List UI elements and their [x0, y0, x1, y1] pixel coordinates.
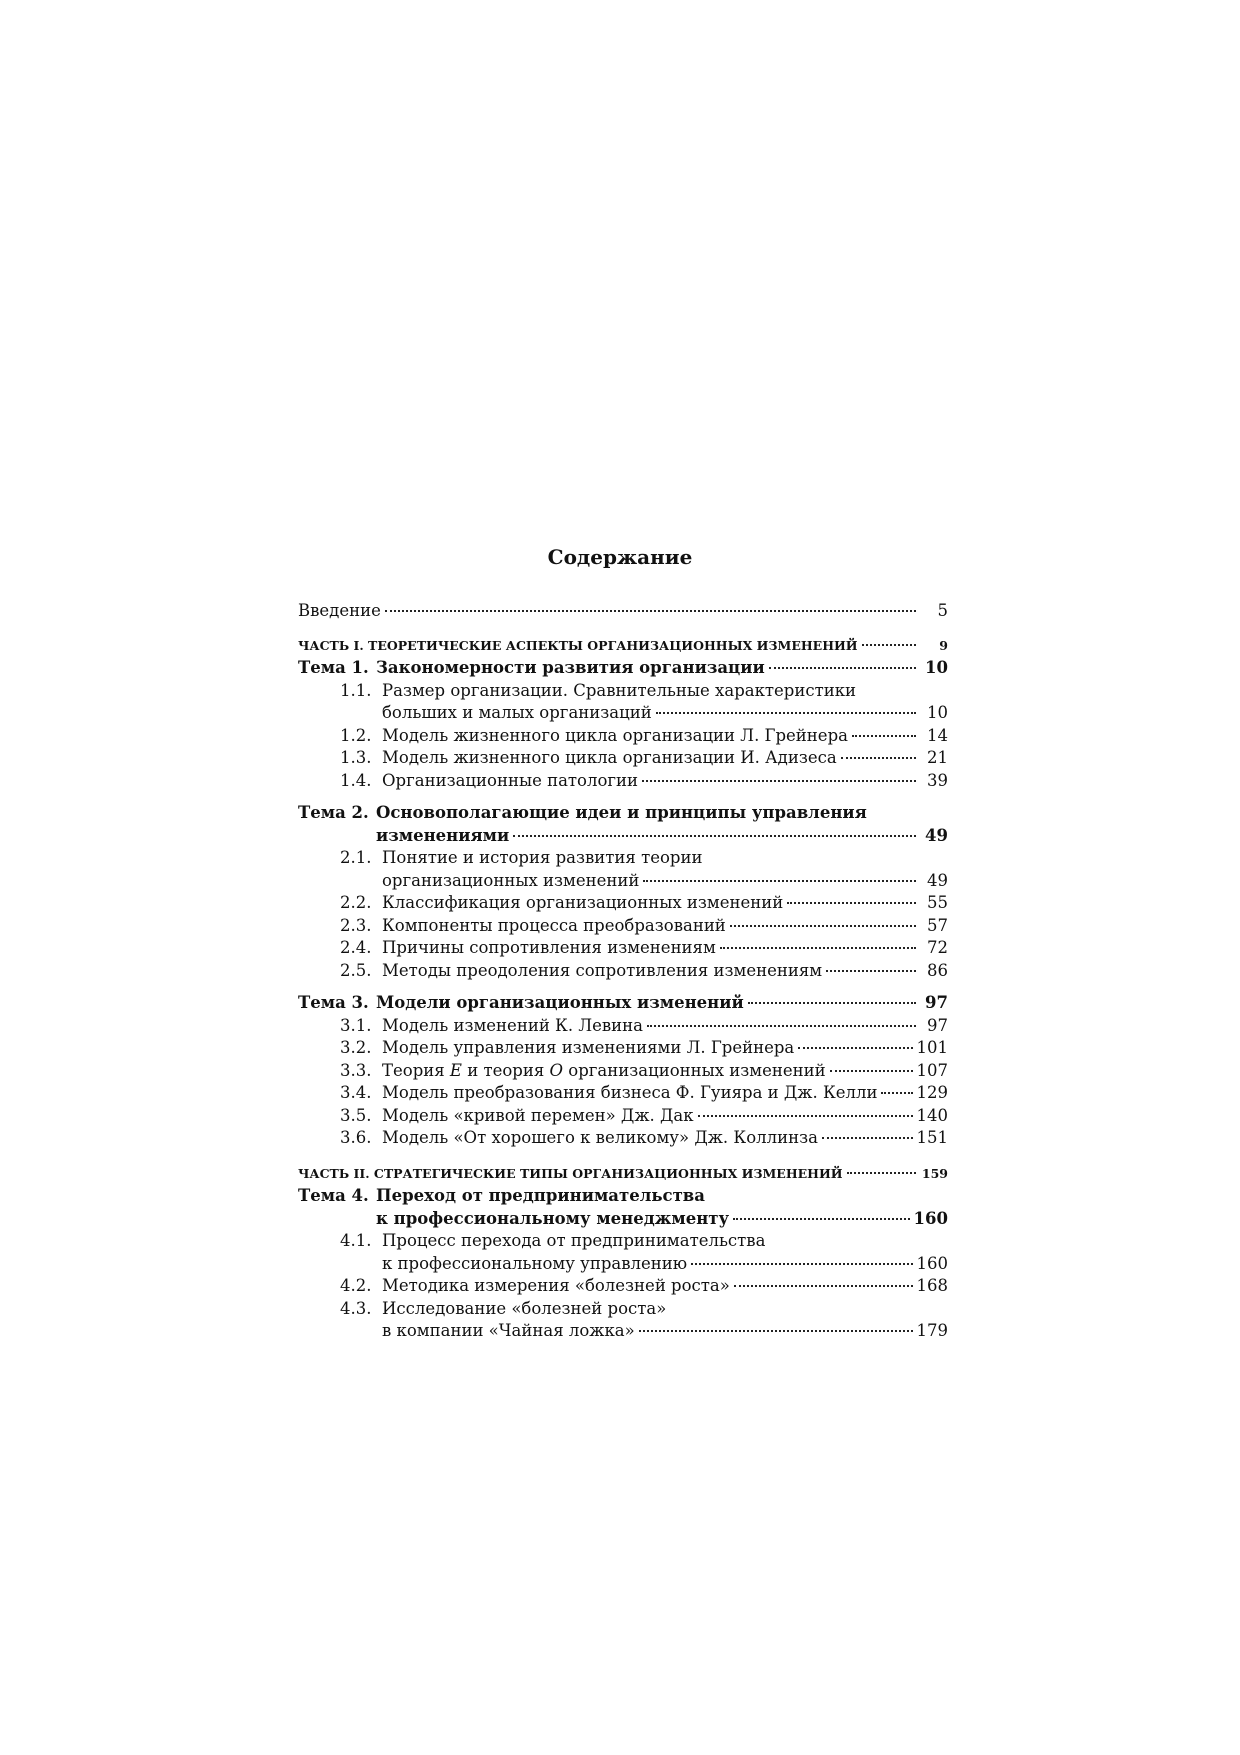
dot-leader: [841, 757, 916, 759]
toc-topic-title: Закономерности развития организации: [376, 658, 765, 677]
toc-item-number: 1.2.: [340, 725, 372, 745]
toc-page-number: 86: [927, 960, 948, 980]
toc-entry-intro[interactable]: [298, 600, 948, 623]
toc-page-number: 57: [927, 915, 948, 935]
toc-item-title: Методика измерения «болезней роста»: [382, 1276, 730, 1295]
dot-leader: [847, 1172, 916, 1174]
toc-item-title: Классификация организационных изменений: [382, 893, 784, 912]
dot-leader: [513, 835, 916, 837]
toc-topic-label: Тема 2.: [298, 803, 369, 822]
toc-page-number: 55: [927, 893, 948, 912]
toc-item-number: 2.1.: [340, 848, 372, 867]
toc-item-title: [382, 1060, 826, 1083]
toc-item-2-4[interactable]: [298, 937, 948, 960]
toc-topic-2-cont[interactable]: [298, 825, 948, 848]
dot-leader: [798, 1047, 912, 1049]
toc-entry-label: Введение: [298, 601, 381, 620]
toc-page-number: 14: [927, 725, 948, 745]
toc-topic-title: изменениями: [376, 825, 510, 845]
dot-leader: [385, 610, 916, 612]
toc-item-3-1[interactable]: [298, 1015, 948, 1038]
toc-item-number: 1.1.: [340, 680, 372, 700]
toc-page-number: 21: [927, 748, 948, 767]
dot-leader: [734, 1285, 913, 1287]
toc-item-number: 3.1.: [340, 1015, 372, 1035]
toc-item-title: к профессиональному управлению: [382, 1253, 688, 1273]
dot-leader: [639, 1330, 913, 1332]
dot-leader: [656, 712, 916, 714]
dot-leader: [881, 1092, 912, 1094]
toc-item-number: 3.6.: [340, 1128, 372, 1147]
dot-leader: [787, 902, 916, 904]
dot-leader: [822, 1137, 913, 1139]
toc-item-number: 4.3.: [340, 1298, 372, 1318]
dot-leader: [852, 735, 916, 737]
toc-item-title-part: организационных изменений: [563, 1060, 826, 1080]
toc-topic-4[interactable]: [298, 1185, 948, 1208]
toc-item-2-1-cont[interactable]: [298, 870, 948, 893]
toc-item-3-4[interactable]: [298, 1082, 948, 1105]
toc-item-number: 2.4.: [340, 938, 372, 957]
toc-item-1-3[interactable]: [298, 747, 948, 770]
toc-item-1-1-cont[interactable]: [298, 702, 948, 725]
toc-item-2-5[interactable]: [298, 960, 948, 983]
toc-item-number: 3.3.: [340, 1060, 372, 1080]
toc-item-3-2[interactable]: [298, 1037, 948, 1060]
toc-part-heading: ЧАСТЬ II. СТРАТЕГИЧЕСКИЕ ТИПЫ ОРГАНИЗАЦИОННЫХ ИЗМЕНЕНИЙ: [298, 1165, 843, 1181]
toc-item-4-1-cont[interactable]: [298, 1253, 948, 1276]
toc-item-title-part: Теория: [382, 1060, 450, 1080]
toc-item-1-2[interactable]: [298, 725, 948, 748]
dot-leader: [862, 644, 916, 646]
dot-leader: [720, 947, 916, 949]
toc-item-title-part: и теория: [461, 1060, 550, 1080]
toc-item-number: 3.4.: [340, 1083, 372, 1102]
toc-item-4-3-cont[interactable]: [298, 1320, 948, 1343]
toc-page-number: 179: [916, 1321, 948, 1340]
toc-item-title: Модель «От хорошего к великому» Дж. Коллинза: [382, 1128, 818, 1147]
toc-item-number: 3.5.: [340, 1105, 372, 1125]
toc-item-2-2[interactable]: [298, 892, 948, 915]
toc-item-3-3[interactable]: [298, 1060, 948, 1083]
toc-item-title: Модель преобразования бизнеса Ф. Гуияра и Дж. Келли: [382, 1083, 878, 1102]
toc-page-number: 168: [916, 1276, 948, 1295]
toc-page-number: 107: [916, 1060, 948, 1080]
toc-item-3-6[interactable]: [298, 1127, 948, 1150]
toc-item-title: Понятие и история развития теории: [382, 848, 703, 867]
toc-item-title: организационных изменений: [382, 870, 640, 890]
toc-page-number: 97: [925, 993, 948, 1012]
toc-item-4-1[interactable]: [298, 1230, 948, 1253]
toc-topic-label: Тема 1.: [298, 658, 369, 677]
dot-leader: [830, 1070, 913, 1072]
toc-item-title: Модель изменений К. Левина: [382, 1015, 643, 1035]
toc-item-title: Модель «кривой перемен» Дж. Дак: [382, 1105, 694, 1125]
theory-e-letter: E: [449, 1060, 462, 1080]
toc-topic-1[interactable]: [298, 657, 948, 680]
toc-topic-label: Тема 4.: [298, 1186, 369, 1205]
toc-page-number: 101: [916, 1038, 948, 1057]
toc-page-number: 140: [916, 1105, 948, 1125]
toc-item-title: Модель управления изменениями Л. Грейнера: [382, 1038, 795, 1057]
toc-topic-title: Переход от предпринимательства: [376, 1186, 705, 1205]
toc-item-2-3[interactable]: [298, 915, 948, 938]
dot-leader: [748, 1002, 916, 1004]
toc-item-title: Процесс перехода от предпринимательства: [382, 1231, 766, 1250]
dot-leader: [642, 780, 916, 782]
theory-o-letter: O: [549, 1060, 564, 1080]
toc-page-number: 39: [927, 770, 948, 790]
toc-item-title: Исследование «болезней роста»: [382, 1298, 667, 1318]
toc-topic-label: Тема 3.: [298, 993, 369, 1012]
toc-item-4-2[interactable]: [298, 1275, 948, 1298]
toc-item-title: больших и малых организаций: [382, 703, 652, 722]
toc-page-number: 129: [916, 1083, 948, 1102]
toc-page-number: 97: [927, 1015, 948, 1035]
toc-item-2-1[interactable]: [298, 847, 948, 870]
dot-leader: [730, 925, 916, 927]
dot-leader: [733, 1218, 909, 1220]
toc-item-3-5[interactable]: [298, 1105, 948, 1128]
toc-page-number: 10: [927, 703, 948, 722]
dot-leader: [769, 667, 916, 669]
toc-page-number: 151: [916, 1128, 948, 1147]
toc-page-number: 49: [925, 825, 948, 845]
page-title: Содержание: [547, 545, 693, 569]
toc-topic-3[interactable]: [298, 992, 948, 1015]
toc-topic-title: к профессиональному менеджменту: [376, 1208, 730, 1228]
toc-item-number: 4.2.: [340, 1276, 372, 1295]
toc-topic-2[interactable]: [298, 802, 948, 825]
toc-item-title: Размер организации. Сравнительные характеристики: [382, 680, 857, 700]
toc-item-number: 2.2.: [340, 893, 372, 912]
toc-item-title: Причины сопротивления изменениям: [382, 938, 716, 957]
toc-topic-title: Модели организационных изменений: [376, 993, 744, 1012]
toc-item-title: Модель жизненного цикла организации Л. Грейнера: [382, 725, 848, 745]
table-of-contents: [298, 600, 948, 1343]
toc-part-1[interactable]: [298, 635, 948, 658]
toc-item-1-4[interactable]: [298, 770, 948, 793]
dot-leader: [647, 1025, 916, 1027]
dot-leader: [826, 970, 916, 972]
toc-page-number: 159: [921, 1165, 948, 1181]
dot-leader: [698, 1115, 913, 1117]
toc-topic-4-cont[interactable]: [298, 1208, 948, 1231]
toc-item-number: 1.3.: [340, 748, 372, 767]
toc-item-number: 2.5.: [340, 960, 372, 980]
toc-page-number: 9: [939, 637, 948, 653]
toc-part-2[interactable]: [298, 1163, 948, 1186]
toc-item-title: Организационные патологии: [382, 770, 639, 790]
toc-item-number: 1.4.: [340, 770, 372, 790]
toc-item-1-1[interactable]: [298, 680, 948, 703]
toc-topic-title: Основополагающие идеи и принципы управления: [376, 803, 867, 822]
toc-item-title: в компании «Чайная ложка»: [382, 1321, 635, 1340]
toc-item-title: Методы преодоления сопротивления изменениям: [382, 960, 823, 980]
toc-item-number: 2.3.: [340, 915, 372, 935]
toc-page-number: 10: [925, 658, 948, 677]
toc-item-title: Модель жизненного цикла организации И. Адизеса: [382, 748, 837, 767]
toc-item-number: 4.1.: [340, 1231, 372, 1250]
toc-page-number: 160: [913, 1208, 948, 1228]
toc-item-title: Компоненты процесса преобразований: [382, 915, 726, 935]
dot-leader: [643, 880, 916, 882]
toc-item-4-3[interactable]: [298, 1298, 948, 1321]
toc-page-number: 49: [927, 870, 948, 890]
toc-page-number: 72: [927, 938, 948, 957]
dot-leader: [691, 1263, 912, 1265]
toc-part-heading: ЧАСТЬ I. ТЕОРЕТИЧЕСКИЕ АСПЕКТЫ ОРГАНИЗАЦИОННЫХ ИЗМЕНЕНИЙ: [298, 637, 858, 653]
toc-item-number: 3.2.: [340, 1038, 372, 1057]
toc-page-number: 160: [916, 1253, 948, 1273]
toc-page-number: 5: [937, 601, 948, 620]
